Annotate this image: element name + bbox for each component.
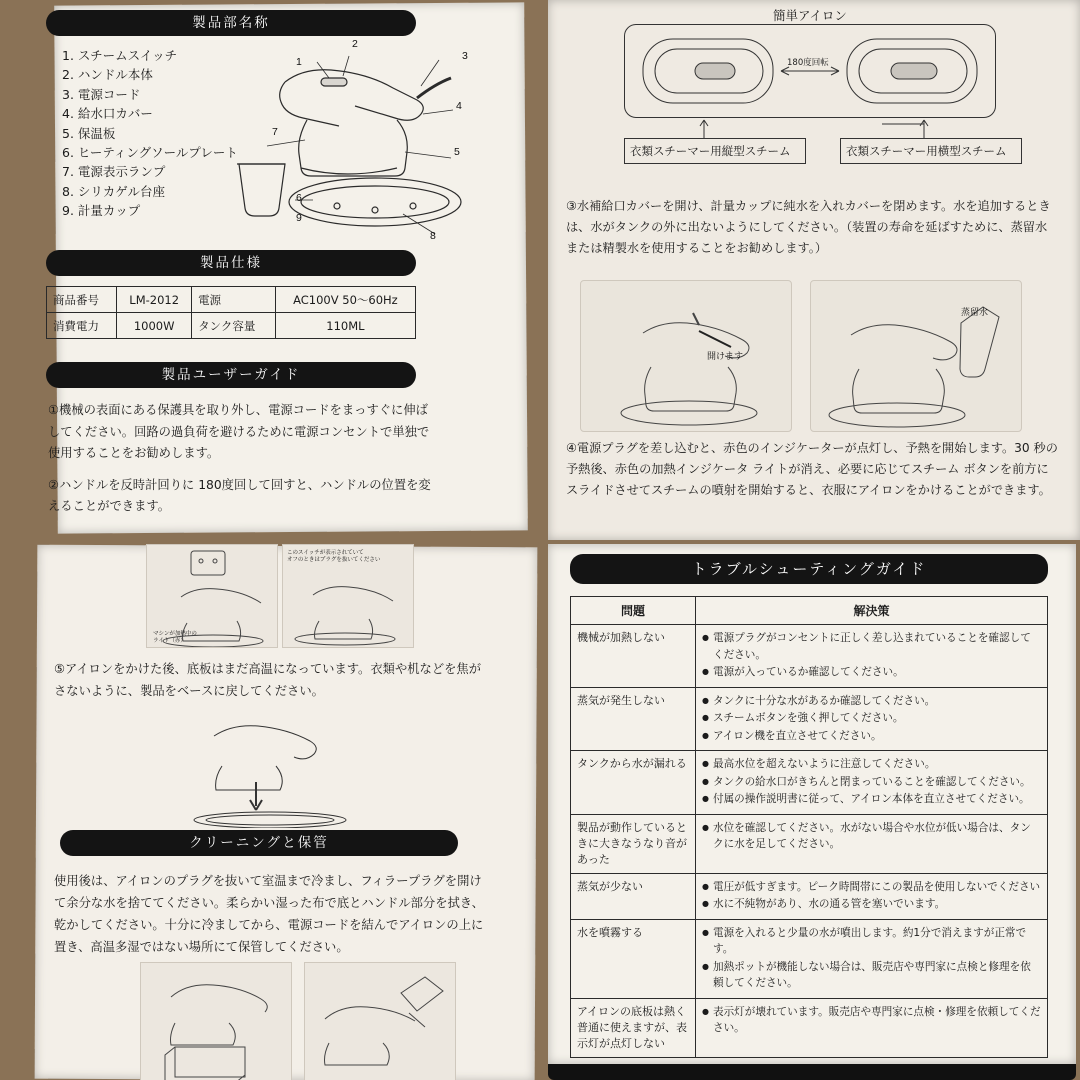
- table-row: [47, 287, 416, 313]
- list-item: 7. 電源表示ランプ: [62, 164, 166, 180]
- product-diagram: [225, 34, 505, 244]
- cell-problem: タンクから水が漏れる: [571, 751, 696, 815]
- photo-switch-off: [146, 544, 278, 648]
- diagram-return-to-base: [160, 710, 390, 828]
- solution-item: ● 付属の操作説明書に従って、アイロン本体を直立させてください。: [702, 791, 1041, 808]
- svg-text:開けます: 開けます: [707, 352, 744, 362]
- solution-item: ● 電源が入っているか確認してください。: [702, 664, 1041, 681]
- spec-cell: 商品番号: [47, 287, 117, 313]
- manual-page-easy-iron: [540, 0, 1080, 540]
- guide-paragraph-2: ②ハンドルを反時計回りに 180度回して回すと、ハンドルの位置を変えることができます。: [48, 477, 431, 513]
- list-item: 1. スチームスイッチ: [62, 48, 178, 63]
- callout-1: 1: [296, 56, 302, 68]
- table-row: [47, 313, 416, 339]
- guide-paragraph-1: ①機械の表面にある保護具を取り外し、電源コードをまっすぐに伸ばしてください。回路の過負荷を避けるために電源コンセントで単独で使用することをお勧めします。: [48, 403, 430, 460]
- svg-text:ライト（赤）: ライト（赤）: [153, 638, 186, 644]
- spec-cell: 電源: [192, 287, 276, 313]
- solution-item: ● 表示灯が壊れています。販売店や専門家に点検・修理を依頼してください。: [702, 1004, 1041, 1037]
- page-footer-bar: [548, 1064, 1076, 1080]
- parts-list: [62, 46, 238, 221]
- list-item: 8. シリカゲル台座: [62, 183, 166, 199]
- label-vertical-steam: 衣類スチーマー用縦型スチーム: [624, 138, 806, 164]
- cell-problem: 製品が動作しているときに大きなうなり音があった: [571, 814, 696, 873]
- list-item: 6. ヒーティングソールプレート: [62, 145, 238, 161]
- callout-4: 4: [456, 100, 462, 112]
- table-row: [571, 873, 1048, 919]
- svg-text:マシンが加熱中の: マシンが加熱中の: [153, 631, 197, 637]
- cell-problem: 機械が加熱しない: [571, 625, 696, 688]
- spec-cell: タンク容量: [192, 313, 276, 339]
- photo-drain-water: [140, 962, 292, 1080]
- heading-user-guide: 製品ユーザーガイド: [46, 362, 416, 388]
- spec-cell: 消費電力: [47, 313, 117, 339]
- paragraph-step5: ⑤アイロンをかけた後、底板はまだ高温になっています。衣類や机などを焦がさないように、製品をベースに戻してください。: [54, 662, 482, 698]
- list-item: 5. 保温板: [62, 125, 116, 141]
- manual-page-troubleshooting: [540, 540, 1080, 1080]
- spec-table: [46, 286, 416, 339]
- table-row: [571, 687, 1048, 751]
- callout-9: 9: [296, 212, 302, 224]
- table-header-row: [571, 597, 1048, 625]
- photo-switch-note: [282, 544, 414, 648]
- svg-text:このスイッチが表示されていて: このスイッチが表示されていて: [287, 550, 364, 556]
- heading-product-spec: 製品仕様: [46, 250, 416, 276]
- spec-cell: AC100V 50～60Hz: [275, 287, 415, 313]
- solution-item: ● 電源プラグがコンセントに正しく差し込まれていることを確認してください。: [702, 630, 1041, 663]
- solution-item: ● 水に不純物があり、水の通る管を塞いでいます。: [702, 896, 1041, 913]
- cell-solution: [696, 873, 1048, 919]
- column-header-problem: 問題: [571, 597, 696, 625]
- list-item: 4. 給水口カバー: [62, 106, 153, 122]
- callout-7: 7: [272, 126, 278, 138]
- cell-problem: 蒸気が発生しない: [571, 687, 696, 751]
- cell-solution: [696, 625, 1048, 688]
- cell-problem: アイロンの底板は熱く普通に使えますが、表示灯が点灯しない: [571, 998, 696, 1057]
- photo-distilled-water: [810, 280, 1022, 432]
- cell-solution: [696, 751, 1048, 815]
- table-row: [571, 814, 1048, 873]
- table-row: [571, 625, 1048, 688]
- solution-item: ● 最高水位を超えないように注意してください。: [702, 756, 1041, 773]
- cell-problem: 水を噴霧する: [571, 919, 696, 998]
- cell-problem: 蒸気が少ない: [571, 873, 696, 919]
- rotation-diagram: [624, 24, 996, 118]
- spec-cell: 1000W: [117, 313, 192, 339]
- svg-text:オフのときはプラグを抜いてください: オフのときはプラグを抜いてください: [287, 557, 381, 563]
- list-item: 2. ハンドル本体: [62, 67, 153, 83]
- title-easy-iron: 簡単アイロン: [773, 8, 847, 23]
- solution-item: ● アイロン機を直立させてください。: [702, 728, 1041, 745]
- solution-item: ● タンクに十分な水があるか確認してください。: [702, 693, 1041, 710]
- photo-wipe-clean: [304, 962, 456, 1080]
- callout-2: 2: [352, 38, 358, 50]
- manual-page-parts: [0, 0, 540, 540]
- heading-cleaning-storage: クリーニングと保管: [60, 830, 458, 856]
- solution-item: ● 電圧が低すぎます。ピーク時間帯にこの製品を使用しないでください: [702, 879, 1041, 896]
- list-item: 3. 電源コード: [62, 86, 141, 102]
- user-guide-text: [48, 400, 440, 528]
- callout-5: 5: [454, 146, 460, 158]
- solution-item: ● スチームボタンを強く押してください。: [702, 710, 1041, 727]
- heading-product-parts: 製品部名称: [46, 10, 416, 36]
- cell-solution: [696, 998, 1048, 1057]
- heading-troubleshooting: トラブルシューティングガイド: [570, 554, 1048, 584]
- paragraph-cleaning: 使用後は、アイロンのプラグを抜いて室温まで冷まし、フィラープラグを開けて余分な水を捨ててください。柔らかい湿った布で底とハンドル部分を拭き、乾かしてください。十分に冷ましてから、電源コードを結んでアイロンの上に置き、高温多湿ではない場所にて保管してください。: [54, 874, 484, 954]
- table-row: [571, 998, 1048, 1057]
- cell-solution: [696, 687, 1048, 751]
- callout-8: 8: [430, 230, 436, 242]
- svg-text:蒸留水: 蒸留水: [961, 308, 989, 318]
- label-horizontal-steam: 衣類スチーマー用横型スチーム: [840, 138, 1022, 164]
- photo-fill-water: [580, 280, 792, 432]
- solution-item: ● 電源を入れると少量の水が噴出します。約1分で消えますが正常です。: [702, 925, 1041, 958]
- manual-page-cleaning: [0, 540, 540, 1080]
- cell-solution: [696, 814, 1048, 873]
- svg-text:180度回転: 180度回転: [787, 58, 829, 68]
- column-header-solution: 解決策: [696, 597, 1048, 625]
- troubleshooting-table: [570, 596, 1048, 1058]
- solution-item: ● タンクの給水口がきちんと閉まっていることを確認してください。: [702, 774, 1041, 791]
- solution-item: ● 加熱ポットが機能しない場合は、販売店や専門家に点検と修理を依頼してください。: [702, 959, 1041, 992]
- table-row: [571, 919, 1048, 998]
- cell-solution: [696, 919, 1048, 998]
- table-row: [571, 751, 1048, 815]
- spec-cell: LM-2012: [117, 287, 192, 313]
- spec-cell: 110ML: [275, 313, 415, 339]
- callout-6: 6: [296, 192, 302, 204]
- solution-item: ● 水位を確認してください。水がない場合や水位が低い場合は、タンクに水を足してください。: [702, 820, 1041, 853]
- paragraph-step4: ④電源プラグを差し込むと、赤色のインジケーターが点灯し、予熱を開始します。30 秒の予熱後、赤色の加熱インジケータ ライトが消え、必要に応じてスチーム ボタンを前方にスライドさせてスチームの噴射を開始すると、衣服にアイロンをかけることができます。: [566, 441, 1058, 497]
- list-item: 9. 計量カップ: [62, 203, 141, 219]
- paragraph-step3: ③水補給口カバーを開け、計量カップに純水を入れカバーを閉めます。水を追加するときは、水がタンクの外に出ないようにしてください。（装置の寿命を延ばすために、蒸留水または精製水を使用することをお勧めします。）: [566, 199, 1051, 255]
- callout-3: 3: [462, 50, 468, 62]
